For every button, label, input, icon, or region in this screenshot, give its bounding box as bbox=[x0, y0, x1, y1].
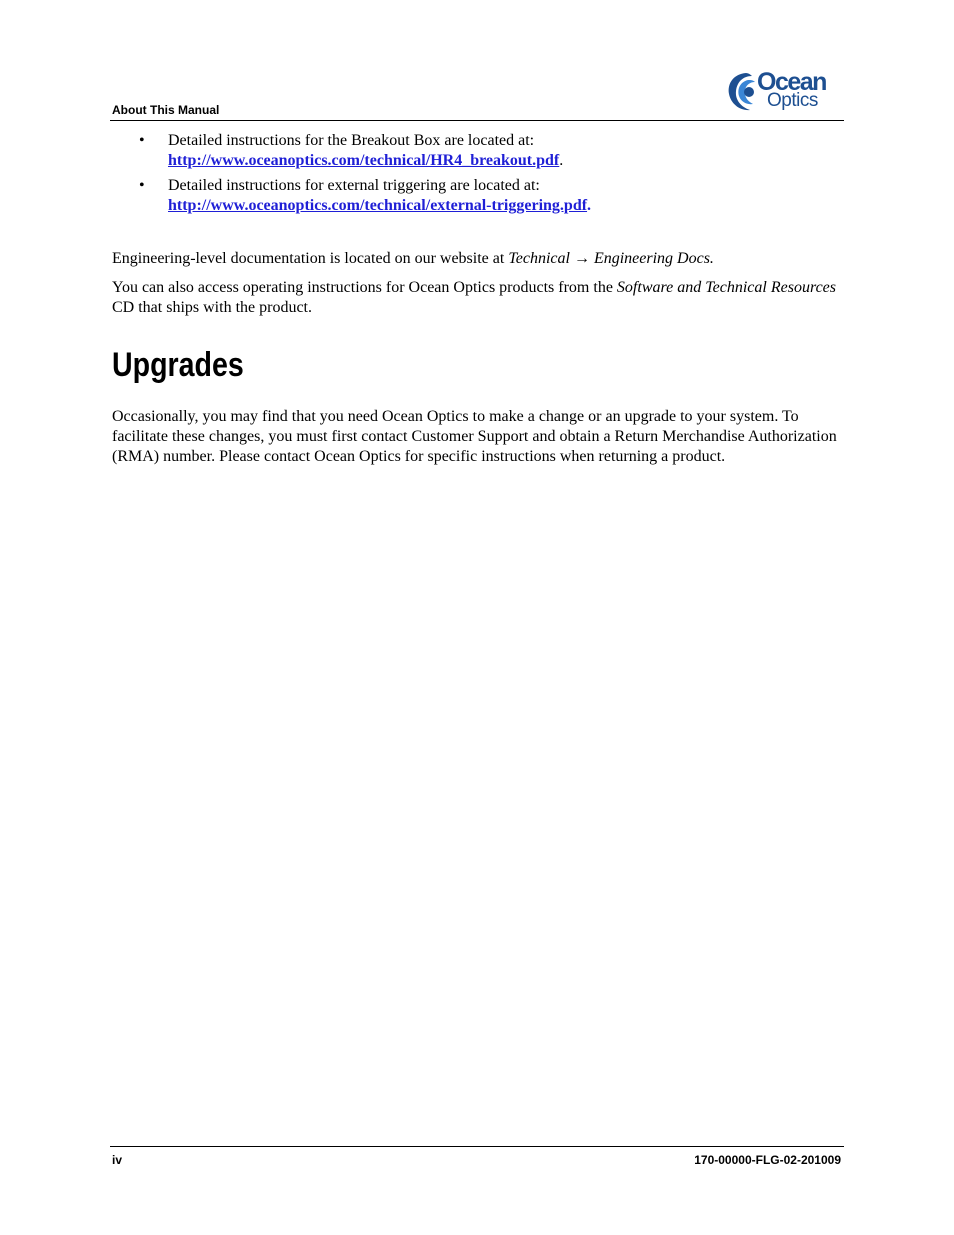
bullet-item bbox=[139, 131, 839, 171]
document-number: 170-00000-FLG-02-201009 bbox=[694, 1153, 841, 1167]
logo-word-ocean: Ocean bbox=[757, 68, 826, 96]
external-triggering-pdf-link[interactable]: http://www.oceanoptics.com/technical/external-triggering.pdf bbox=[168, 197, 588, 214]
bullet-item bbox=[139, 176, 839, 216]
logo-word-optics: Optics bbox=[767, 90, 818, 111]
bullet-trailing: . bbox=[587, 197, 592, 214]
upgrades-paragraph: Occasionally, you may find that you need Ocean Optics to make a change or an upgrade to your system. To facilitate these changes, you must first contact Customer Support and obtain a Return Merchandise Authorization (RMA) number. Please contact Ocean Optics for specific instructions when returning a product. bbox=[112, 408, 837, 465]
link-bullet-list bbox=[139, 131, 839, 221]
bullet-text: Detailed instructions for external triggering are located at: bbox=[168, 177, 540, 194]
header-divider bbox=[110, 120, 844, 121]
engineering-docs-path: Technical → Engineering Docs. bbox=[508, 250, 714, 267]
ocean-optics-logo bbox=[726, 70, 846, 116]
page-number: iv bbox=[112, 1153, 123, 1167]
ocean-wave-icon bbox=[726, 70, 760, 114]
paragraph-text: Engineering-level documentation is located on our website at bbox=[112, 250, 509, 267]
engineering-docs-paragraph bbox=[112, 249, 842, 269]
bullet-icon: • bbox=[139, 132, 145, 149]
header-section-title: About This Manual bbox=[112, 103, 220, 117]
bullet-trailing: . bbox=[559, 152, 564, 169]
breakout-pdf-link[interactable]: http://www.oceanoptics.com/technical/HR4_breakout.pdf bbox=[168, 152, 560, 169]
bullet-icon: • bbox=[139, 177, 145, 194]
paragraph-text: CD that ships with the product. bbox=[112, 299, 312, 316]
paragraph-text: You can also access operating instructions for Ocean Optics products from the bbox=[112, 279, 617, 296]
resources-cd-title: Software and Technical Resources bbox=[616, 279, 837, 296]
footer-divider bbox=[110, 1146, 844, 1147]
section-heading: Upgrades bbox=[112, 346, 244, 384]
resources-cd-paragraph bbox=[112, 278, 842, 318]
bullet-text: Detailed instructions for the Breakout Box are located at: bbox=[168, 132, 535, 149]
